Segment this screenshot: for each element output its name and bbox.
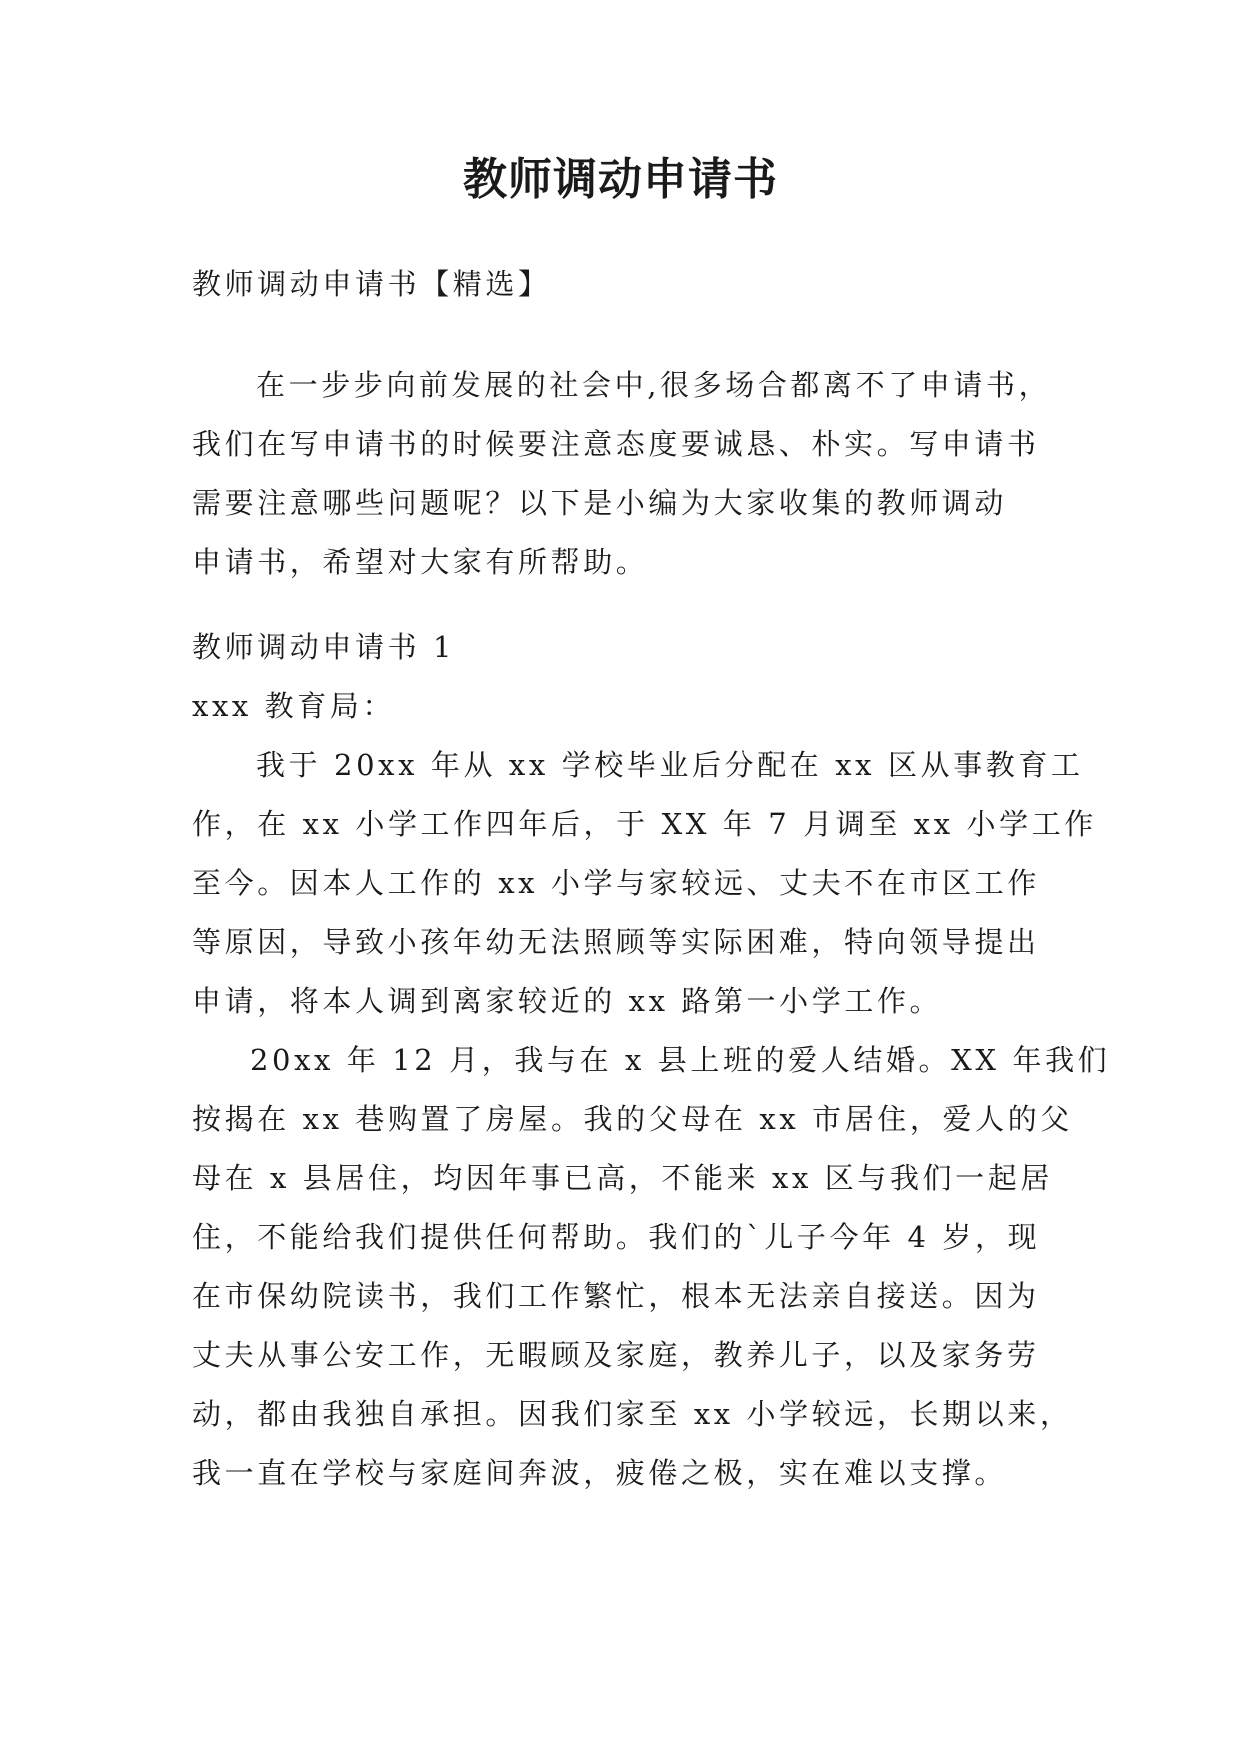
intro-line: 申请书，希望对大家有所帮助。 [192, 545, 649, 579]
paragraph2-line: 母在 x 县居住，均因年事已高，不能来 xx 区与我们一起居 [192, 1161, 1053, 1195]
section-heading: 教师调动申请书 1 [192, 630, 456, 664]
paragraph2-line: 按揭在 xx 巷购置了房屋。我的父母在 xx 市居住，爱人的父 [192, 1102, 1073, 1136]
paragraph1-line: 等原因，导致小孩年幼无法照顾等实际困难，特向领导提出 [192, 925, 1040, 959]
intro-line: 我们在写申请书的时候要注意态度要诚恳、朴实。写申请书 [192, 427, 1040, 461]
paragraph2-line: 我一直在学校与家庭间奔波，疲倦之极，实在难以支撑。 [192, 1456, 1008, 1490]
paragraph2-line: 在市保幼院读书，我们工作繁忙，根本无法亲自接送。因为 [192, 1279, 1040, 1313]
salutation: xxx 教育局： [192, 689, 396, 723]
paragraph2-line: 住，不能给我们提供任何帮助。我们的`儿子今年 4 岁，现 [192, 1220, 1041, 1254]
paragraph1-line: 作，在 xx 小学工作四年后，于 XX 年 7 月调至 xx 小学工作 [192, 807, 1097, 841]
paragraph1-line: 申请，将本人调到离家较近的 xx 路第一小学工作。 [192, 984, 943, 1018]
document-title: 教师调动申请书 [463, 154, 778, 205]
intro-line: 需要注意哪些问题呢？以下是小编为大家收集的教师调动 [192, 486, 1008, 520]
paragraph2-line: 20xx 年 12 月，我与在 x 县上班的爱人结婚。XX 年我们 [250, 1043, 1111, 1077]
subtitle-line: 教师调动申请书【精选】 [192, 267, 551, 301]
intro-line: 在一步步向前发展的社会中,很多场合都离不了申请书， [256, 368, 1052, 402]
paragraph1-line: 我于 20xx 年从 xx 学校毕业后分配在 xx 区从事教育工 [256, 748, 1084, 782]
paragraph1-line: 至今。因本人工作的 xx 小学与家较远、丈夫不在市区工作 [192, 866, 1040, 900]
letter-section [192, 618, 1111, 1503]
paragraph2-line: 动，都由我独自承担。因我们家至 xx 小学较远，长期以来， [192, 1397, 1073, 1431]
document-subtitle [192, 255, 1062, 314]
intro-paragraph [192, 356, 1062, 592]
paragraph2-line: 丈夫从事公安工作，无暇顾及家庭，教养儿子，以及家务劳 [192, 1338, 1040, 1372]
